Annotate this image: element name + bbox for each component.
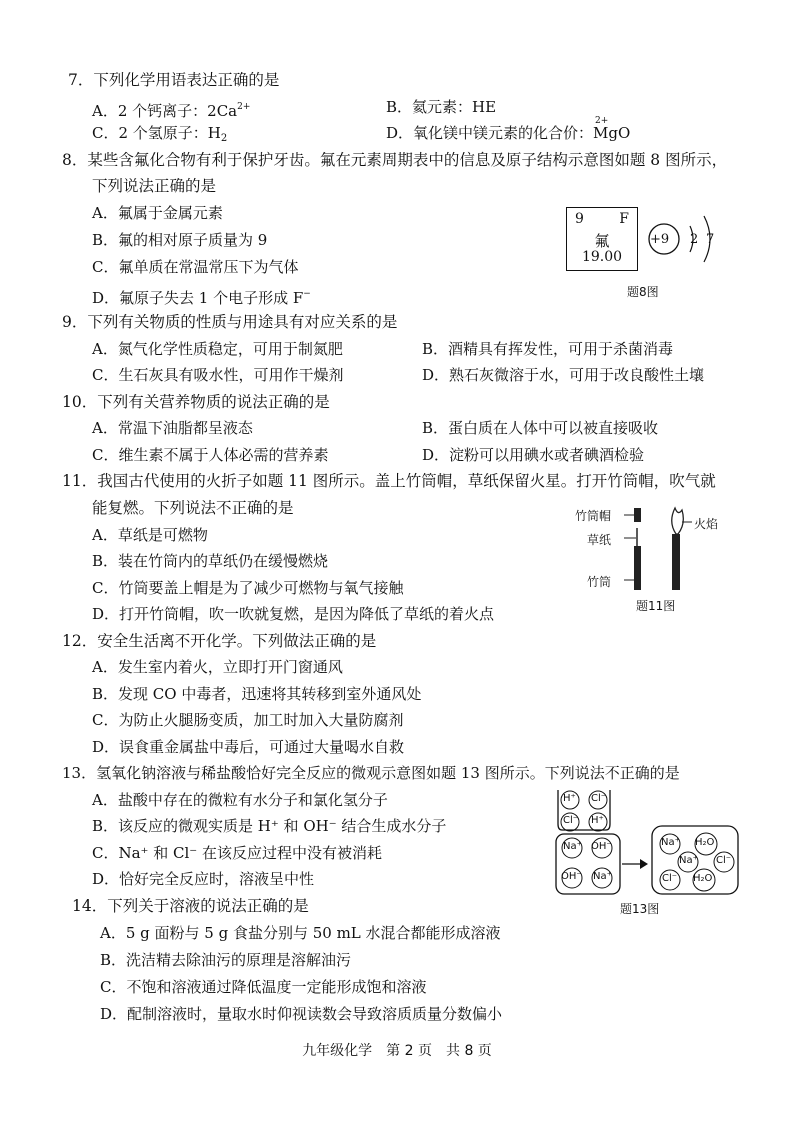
- q7-option-d: D．氧化镁中镁元素的化合价： 2+ MgO: [386, 123, 630, 143]
- label-h-2: H⁺: [591, 815, 604, 826]
- q11-option-b: B．装在竹筒内的草纸仍在缓慢燃烧: [92, 552, 329, 570]
- q12-option-c: C．为防止火腿肠变质，加工时加入大量防腐剂: [92, 711, 404, 729]
- bamboo-tube: [634, 546, 641, 590]
- label-bamboo-tube: 竹筒: [587, 575, 612, 589]
- element-symbol: F: [619, 211, 629, 227]
- figure-13-caption: 题13图: [620, 902, 660, 916]
- q8-stem-line1: 8．某些含氟化合物有利于保护牙齿。氟在元素周期表中的信息及原子结构示意图如题 8 图所示，: [62, 151, 728, 169]
- label-product-na-2: Na⁺: [679, 855, 698, 866]
- q9-option-a: A．氮气化学性质稳定，可用于制氮肥: [92, 340, 343, 358]
- q8-stem-line2: 下列说法正确的是: [92, 177, 217, 195]
- q13-option-b: B．该反应的微观实质是 H⁺ 和 OH⁻ 结合生成水分子: [92, 817, 447, 835]
- q13-option-a: A．盐酸中存在的微粒有水分子和氯化氢分子: [92, 791, 388, 809]
- q8-option-b: B．氟的相对原子质量为 9: [92, 231, 268, 249]
- q9-option-d: D．熟石灰微溶于水，可用于改良酸性土壤: [422, 366, 705, 384]
- label-oh-2: OH⁻: [561, 871, 582, 882]
- label-na-1: Na⁺: [563, 841, 582, 852]
- q9-option-b: B．酒精具有挥发性，可用于杀菌消毒: [422, 340, 674, 358]
- relative-atomic-mass: 19.00: [581, 249, 623, 265]
- lit-tube: [672, 534, 680, 590]
- q14-option-b: B．洗洁精去除油污的原理是溶解油污: [100, 951, 352, 969]
- q12-option-b: B．发现 CO 中毒者，迅速将其转移到室外通风处: [92, 685, 422, 703]
- q12-option-a: A．发生室内着火，立即打开门窗通风: [92, 658, 343, 676]
- q13-option-d: D．恰好完全反应时，溶液呈中性: [92, 870, 315, 888]
- label-product-cl-2: Cl⁻: [662, 873, 678, 884]
- q13-option-c: C．Na⁺ 和 Cl⁻ 在该反应过程中没有被消耗: [92, 844, 382, 862]
- shell-2-electrons: 7: [706, 232, 715, 247]
- element-name: 氟: [594, 232, 610, 250]
- fire-starter-figure: [620, 498, 710, 598]
- bamboo-cap: [634, 508, 641, 522]
- figure-11-caption: 题11图: [636, 599, 676, 613]
- label-cl-1: Cl⁻: [591, 793, 607, 804]
- label-oh-1: OH⁻: [591, 841, 612, 852]
- q7-option-c: C．2 个氢原子：$H_2$: [92, 124, 228, 144]
- periodic-table-cell: [566, 207, 638, 271]
- label-flame: 火焰: [694, 517, 719, 531]
- q11-stem-line2: 能复燃。下列说法不正确的是: [92, 499, 294, 517]
- q10-option-d: D．淀粉可以用碘水或者碘酒检验: [422, 446, 645, 464]
- shell-1-electrons: 2: [690, 232, 699, 247]
- q12-option-d: D．误食重金属盐中毒后，可通过大量喝水自救: [92, 738, 405, 756]
- q11-option-d: D．打开竹筒帽，吹一吹就复燃，是因为降低了草纸的着火点: [92, 605, 495, 623]
- label-cl-2: Cl⁻: [563, 815, 579, 826]
- q11-option-a: A．草纸是可燃物: [92, 526, 208, 544]
- q14-option-c: C．不饱和溶液通过降低温度一定能形成饱和溶液: [100, 978, 427, 996]
- q12-stem: 12．安全生活离不开化学。下列做法正确的是: [62, 632, 377, 650]
- figure-8-caption: 题8图: [627, 285, 659, 299]
- q11-stem-line1: 11．我国古代使用的火折子如题 11 图所示。盖上竹筒帽，草纸保留火星。打开竹筒帽，吹气就: [62, 472, 716, 490]
- q11-option-c: C．竹筒要盖上帽是为了减少可燃物与氧气接触: [92, 579, 404, 597]
- q8-option-a: A．氟属于金属元素: [92, 204, 223, 222]
- label-product-na-1: Na⁺: [661, 837, 680, 848]
- q14-stem: 14．下列关于溶液的说法正确的是: [72, 897, 309, 915]
- label-product-h2o-1: H₂O: [695, 837, 715, 848]
- atomic-number: 9: [575, 211, 584, 227]
- q7-stem: 7．下列化学用语表达正确的是: [68, 71, 280, 89]
- q9-option-c: C．生石灰具有吸水性，可用作干燥剂: [92, 366, 344, 384]
- q10-option-c: C．维生素不属于人体必需的营养素: [92, 446, 329, 464]
- q8-option-d: D．氟原子失去 1 个电子形成 F−: [92, 289, 311, 307]
- valence-mark: 2+: [595, 116, 609, 126]
- label-product-h2o-2: H₂O: [693, 873, 713, 884]
- label-bamboo-cap: 竹筒帽: [575, 509, 612, 523]
- flame-shape: [672, 508, 684, 534]
- q10-option-a: A．常温下油脂都呈液态: [92, 419, 253, 437]
- page-footer: 九年级化学 第 2 页 共 8 页: [302, 1043, 492, 1059]
- q7-option-a: A．2 个钙离子：$2Ca^{2+}$: [92, 102, 251, 120]
- label-paper: 草纸: [587, 533, 612, 547]
- q8-option-c: C．氟单质在常温常压下为气体: [92, 258, 299, 276]
- q14-option-a: A．5 g 面粉与 5 g 食盐分别与 50 mL 水混合都能形成溶液: [100, 924, 501, 942]
- q14-option-d: D．配制溶液时，量取水时仰视读数会导致溶质质量分数偏小: [100, 1005, 503, 1023]
- label-h-1: H⁺: [563, 793, 576, 804]
- q10-option-b: B．蛋白质在人体中可以被直接吸收: [422, 419, 659, 437]
- q7-option-b: B．氦元素：HE: [386, 98, 497, 116]
- q10-stem: 10．下列有关营养物质的说法正确的是: [62, 393, 330, 411]
- q9-stem: 9．下列有关物质的性质与用途具有对应关系的是: [62, 313, 398, 331]
- label-na-2: Na⁺: [593, 871, 612, 882]
- nucleus-charge: +9: [650, 232, 670, 247]
- reaction-arrow-head: [640, 859, 648, 869]
- label-product-cl-1: Cl⁻: [716, 855, 732, 866]
- q13-stem: 13．氢氧化钠溶液与稀盐酸恰好完全反应的微观示意图如题 13 图所示。下列说法不正确的是: [62, 764, 680, 782]
